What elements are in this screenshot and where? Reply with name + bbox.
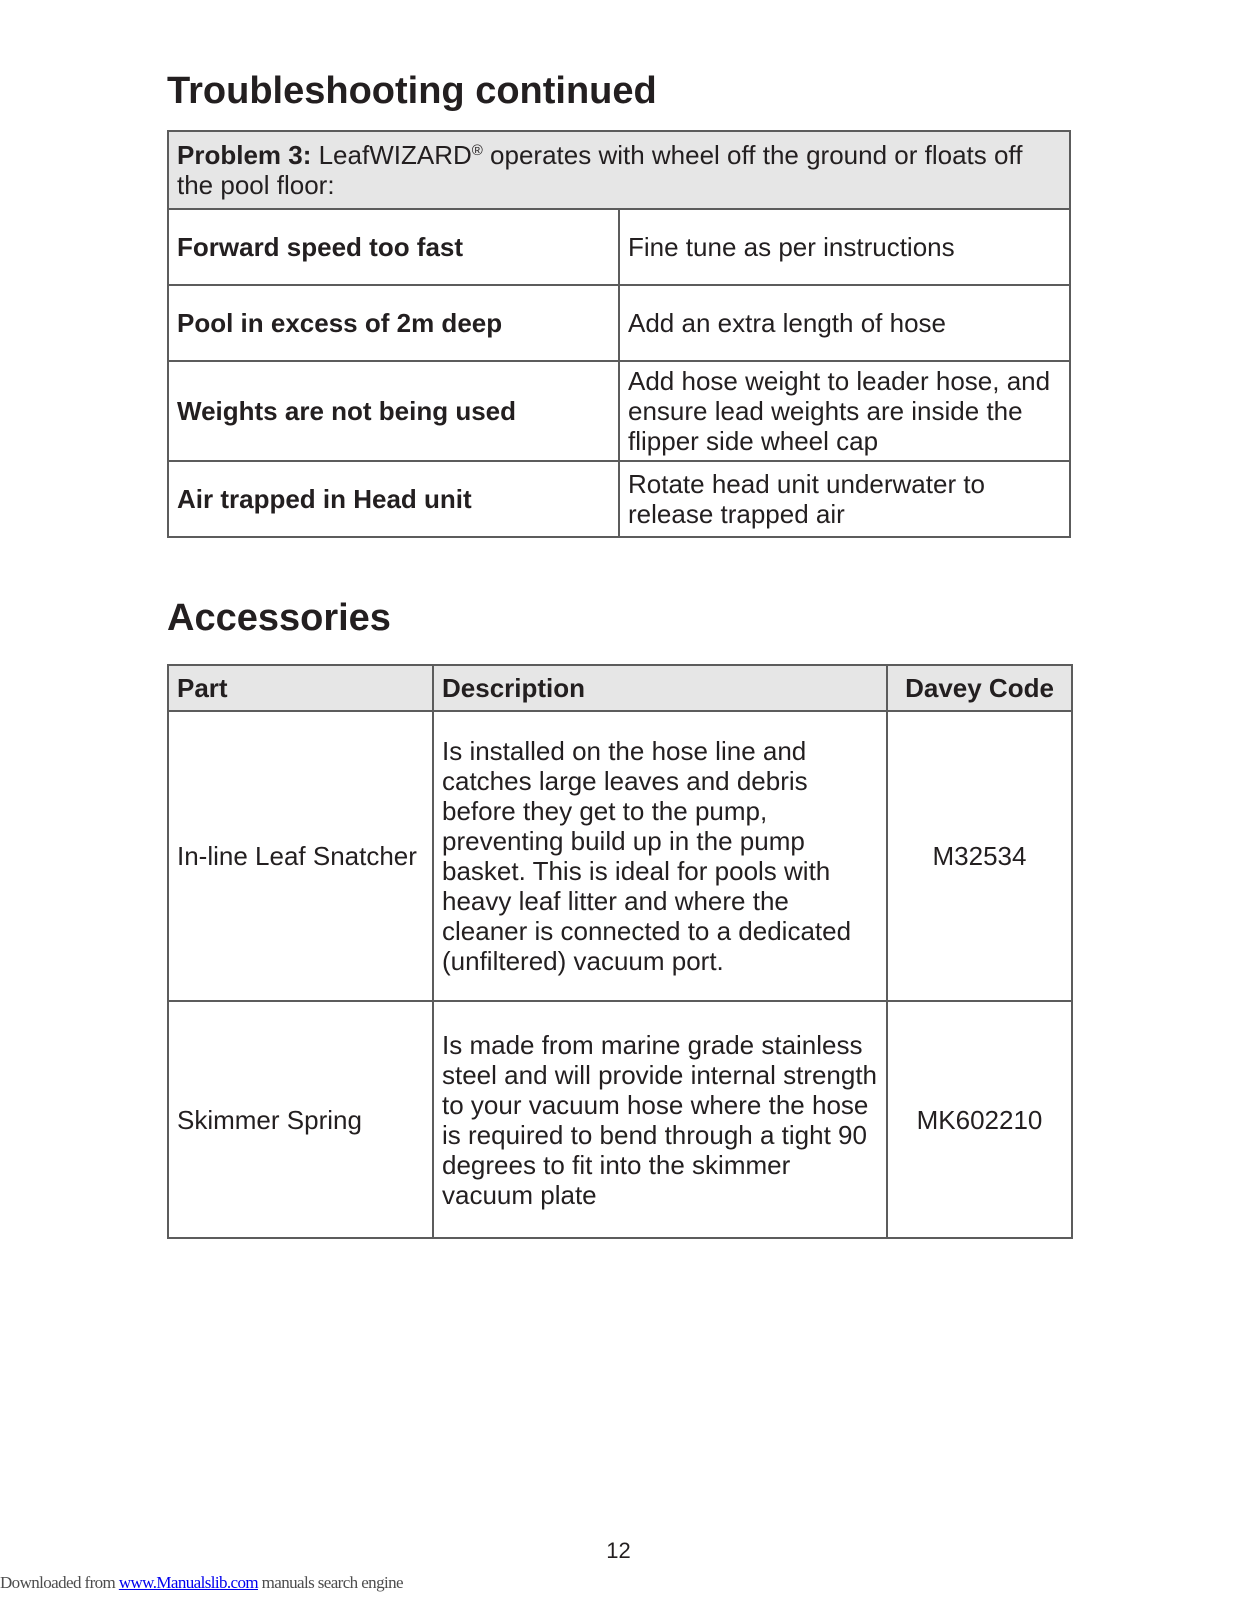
remedy-cell: Rotate head unit underwater to release trapped air <box>619 461 1070 537</box>
footer-suffix: manuals search engine <box>258 1573 403 1592</box>
table-row <box>168 361 1070 461</box>
header-row <box>168 665 1072 711</box>
cause-cell: Weights are not being used <box>168 361 619 461</box>
table-row <box>168 285 1070 361</box>
table-row <box>168 711 1072 1001</box>
header-davey-code: Davey Code <box>887 665 1072 711</box>
problem-text-pre: LeafWIZARD <box>311 140 472 170</box>
code-cell: M32534 <box>887 711 1072 1001</box>
troubleshooting-heading: Troubleshooting continued <box>167 70 657 112</box>
page-number: 12 <box>606 1538 631 1563</box>
cause-cell: Pool in excess of 2m deep <box>168 285 619 361</box>
table-row <box>168 461 1070 537</box>
header-part: Part <box>168 665 433 711</box>
manualslib-link[interactable]: www.Manualslib.com <box>118 1573 259 1592</box>
cause-cell: Air trapped in Head unit <box>168 461 619 537</box>
download-footer <box>0 1573 403 1593</box>
footer-prefix: Downloaded from <box>0 1573 119 1592</box>
troubleshooting-table <box>167 130 1071 538</box>
part-cell: In-line Leaf Snatcher <box>168 711 433 1001</box>
header-description: Description <box>433 665 887 711</box>
description-cell: Is made from marine grade stainless steel and will provide internal strength to your vacuum hose where the hose is required to bend through a tight 90 degrees to fit into the skimmer vacuum plate <box>433 1001 887 1238</box>
remedy-cell: Add an extra length of hose <box>619 285 1070 361</box>
accessories-table <box>167 664 1073 1239</box>
accessories-heading: Accessories <box>167 597 391 639</box>
registered-mark: ® <box>471 142 483 159</box>
problem-row <box>168 131 1070 209</box>
code-cell: MK602210 <box>887 1001 1072 1238</box>
problem-text-post: operates with wheel off the ground or floats off the pool floor: <box>177 140 1023 200</box>
part-cell: Skimmer Spring <box>168 1001 433 1238</box>
table-row <box>168 1001 1072 1238</box>
remedy-cell: Add hose weight to leader hose, and ensure lead weights are inside the flipper side wheel cap <box>619 361 1070 461</box>
cause-cell: Forward speed too fast <box>168 209 619 285</box>
problem-label: Problem 3: <box>177 140 312 170</box>
table-row <box>168 209 1070 285</box>
problem-cell <box>168 131 1070 209</box>
description-cell: Is installed on the hose line and catches large leaves and debris before they get to the pump, preventing build up in the pump basket. This is ideal for pools with heavy leaf litter and where the cleaner is connected to a dedicated (unfiltered) vacuum port. <box>433 711 887 1001</box>
remedy-cell: Fine tune as per instructions <box>619 209 1070 285</box>
